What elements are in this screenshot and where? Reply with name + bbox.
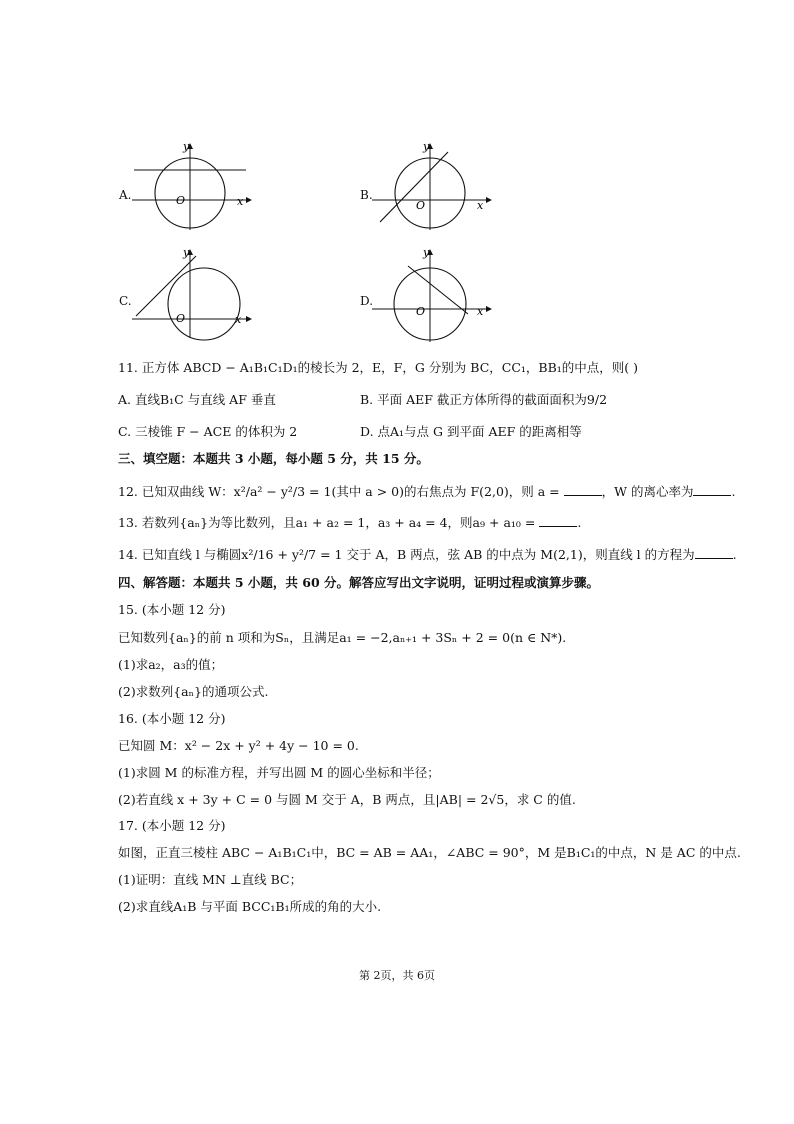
q15-heading: 15. (本小题 12 分) bbox=[118, 602, 226, 617]
q14 bbox=[118, 546, 737, 563]
x-label: x bbox=[477, 199, 484, 212]
q14-text-post: . bbox=[732, 547, 737, 562]
q12-text-post: . bbox=[731, 484, 736, 499]
q12-blank-a bbox=[564, 483, 602, 496]
q13-text-post: . bbox=[577, 515, 582, 530]
q17-stem: 如图，正直三棱柱 ABC − A₁B₁C₁中，BC = AB = AA₁，∠ABC = 90°，M 是B₁C₁的中点，N 是 AC 的中点. bbox=[118, 845, 741, 860]
origin-label: O bbox=[416, 305, 426, 318]
q15-part-2: (2)求数列{aₙ}的通项公式. bbox=[118, 684, 269, 699]
q17-part-1: (1)证明：直线 MN ⊥直线 BC； bbox=[118, 872, 303, 887]
y-label: y bbox=[183, 246, 190, 259]
q13-text-pre: 13. 若数列{aₙ}为等比数列，且a₁ + a₂ = 1，a₃ + a₄ = 4，则a₉ + a₁₀ = bbox=[118, 515, 540, 530]
q11-option-b: B. 平面 AEF 截正方体所得的截面面积为9/2 bbox=[360, 392, 608, 407]
figure-a bbox=[128, 140, 258, 235]
x-label: x bbox=[235, 313, 242, 326]
x-arrow bbox=[246, 197, 252, 203]
x-arrow bbox=[486, 197, 492, 203]
q11-option-c: C. 三棱锥 F − ACE 的体积为 2 bbox=[118, 424, 298, 439]
q14-blank bbox=[695, 546, 733, 559]
q13-blank bbox=[539, 514, 577, 527]
figure-c bbox=[128, 246, 258, 341]
q15-part-1: (1)求a₂，a₃的值； bbox=[118, 657, 224, 672]
figure-a-label: A. bbox=[119, 188, 132, 202]
q11-option-d: D. 点A₁与点 G 到平面 AEF 的距离相等 bbox=[360, 424, 582, 439]
q16-heading: 16. (本小题 12 分) bbox=[118, 711, 226, 726]
q11-option-a: A. 直线B₁C 与直线 AF 垂直 bbox=[118, 392, 276, 407]
figure-d-label: D. bbox=[360, 294, 374, 308]
y-label: y bbox=[423, 246, 430, 259]
q16-part-2: (2)若直线 x + 3y + C = 0 与圆 M 交于 A，B 两点，且|AB| = 2√5，求 C 的值. bbox=[118, 792, 576, 807]
figure-c-label: C. bbox=[119, 294, 132, 308]
figure-d bbox=[368, 246, 498, 346]
circle bbox=[168, 268, 240, 340]
q14-text-pre: 14. 已知直线 l 与椭圆x²/16 + y²/7 = 1 交于 A，B 两点，弦 AB 的中点为 M(2,1)，则直线 l 的方程为 bbox=[118, 547, 695, 562]
q15-stem: 已知数列{aₙ}的前 n 项和为Sₙ，且满足a₁ = −2,aₙ₊₁ + 3Sₙ + 2 = 0(n ∈ N*). bbox=[118, 630, 567, 645]
x-arrow bbox=[486, 306, 492, 312]
q11-stem: 11. 正方体 ABCD − A₁B₁C₁D₁的棱长为 2，E，F，G 分别为 BC，CC₁，BB₁的中点，则( ) bbox=[118, 360, 639, 375]
x-arrow bbox=[246, 316, 252, 322]
origin-label: O bbox=[176, 194, 186, 207]
y-label: y bbox=[423, 140, 430, 153]
x-label: x bbox=[477, 305, 484, 318]
figure-b-label: B. bbox=[360, 188, 373, 202]
q17-part-2: (2)求直线A₁B 与平面 BCC₁B₁所成的角的大小. bbox=[118, 899, 382, 914]
q12-text-pre: 12. 已知双曲线 W：x²/a² − y²/3 = 1(其中 a > 0)的右焦点为 F(2,0)，则 a = bbox=[118, 484, 564, 499]
page-footer: 第 2页，共 6页 bbox=[359, 969, 435, 982]
q16-part-1: (1)求圆 M 的标准方程，并写出圆 M 的圆心坐标和半径； bbox=[118, 765, 440, 780]
q12-blank-e bbox=[693, 483, 731, 496]
y-label: y bbox=[183, 140, 190, 153]
origin-label: O bbox=[176, 312, 186, 325]
figure-b bbox=[368, 140, 498, 235]
q12-text-mid: ，W 的离心率为 bbox=[601, 484, 694, 499]
tangent-line bbox=[136, 256, 196, 316]
section-4-heading: 四、解答题：本题共 5 小题，共 60 分。解答应写出文字说明，证明过程或演算步骤。 bbox=[118, 575, 600, 590]
x-label: x bbox=[237, 195, 244, 208]
section-3-heading: 三、填空题：本题共 3 小题，每小题 5 分，共 15 分。 bbox=[118, 451, 429, 466]
q17-heading: 17. (本小题 12 分) bbox=[118, 818, 226, 833]
q12 bbox=[118, 483, 735, 500]
origin-label: O bbox=[416, 199, 426, 212]
q16-stem: 已知圆 M：x² − 2x + y² + 4y − 10 = 0. bbox=[118, 738, 359, 753]
q13 bbox=[118, 514, 581, 531]
line bbox=[380, 152, 448, 222]
